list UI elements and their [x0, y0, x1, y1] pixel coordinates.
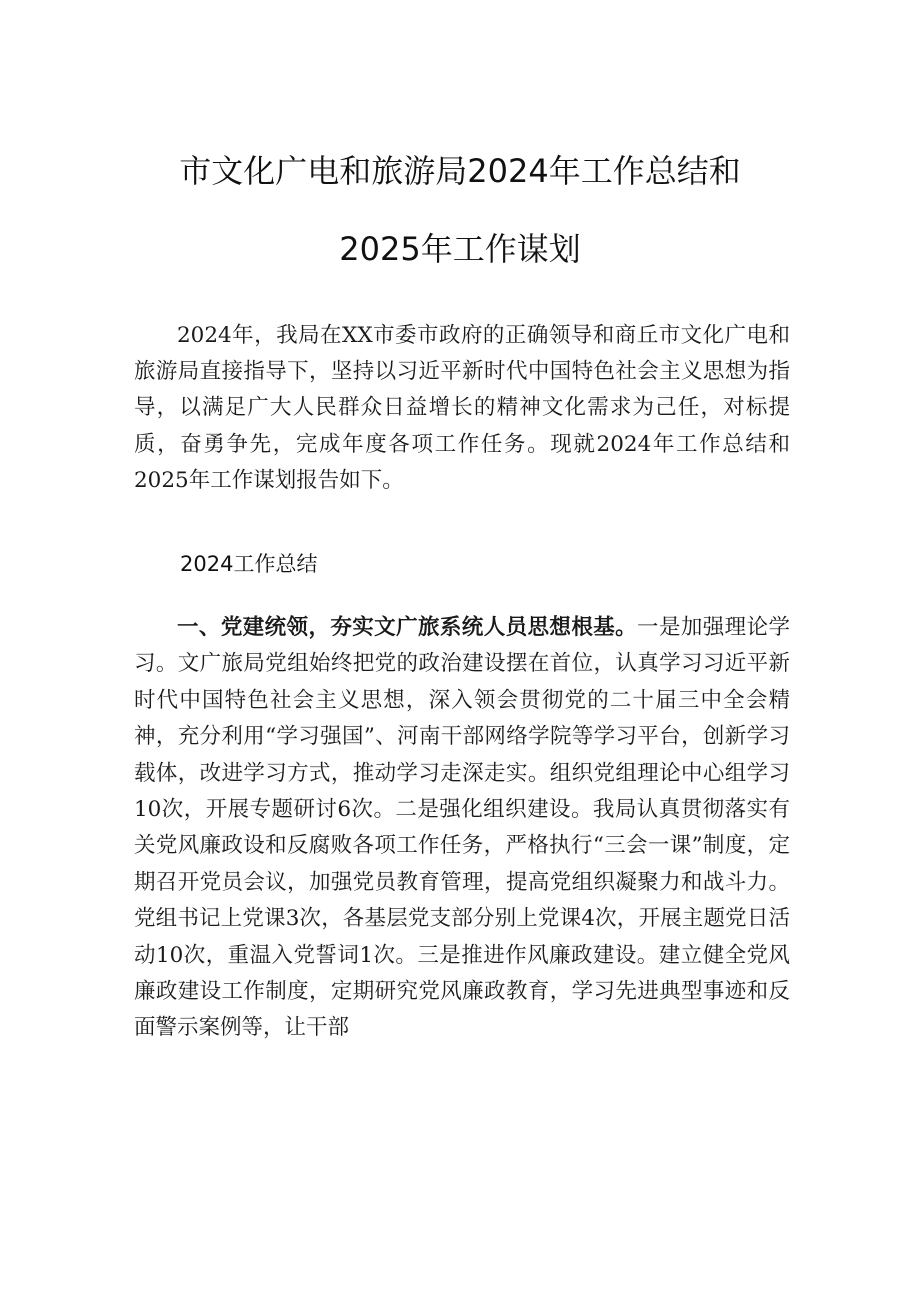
section-1-paragraph: [134, 610, 790, 1047]
section-1-lead: 一、党建统领，夯实文广旅系统人员思想根基。: [177, 615, 638, 640]
section-heading: 2024工作总结: [180, 552, 318, 576]
document-title-line-2: 2025年工作谋划: [339, 230, 581, 268]
intro-paragraph: 2024年，我局在XX市委市政府的正确领导和商丘市文化广电和旅游局直接指导下，坚持以习近平新时代中国特色社会主义思想为指导，以满足广大人民群众日益增长的精神文化需求为己任，对标提质，奋勇争先，完成年度各项工作任务。现就2024年工作总结和2025年工作谋划报告如下。: [134, 323, 790, 493]
section-1-body: 一是加强理论学习。文广旅局党组始终把党的政治建设摆在首位，认真学习习近平新时代中国特色社会主义思想，深入领会贯彻党的二十届三中全会精神，充分利用“学习强国”、河南干部网络学院等学习平台，创新学习载体，改进学习方式，推动学习走深走实。组织党组理论中心组学习10次，开展专题研讨6次。二是强化组织建设。我局认真贯彻落实有关党风廉政设和反腐败各项工作任务，严格执行“三会一课”制度，定期召开党员会议，加强党员教育管理，提高党组织凝聚力和战斗力。党组书记上党课3次，各基层党支部分别上党课4次，开展主题党日活动10次，重温入党誓词1次。三是推进作风廉政建设。建立健全党风廉政建设工作制度，定期研究党风廉政教育，学习先进典型事迹和反面警示案例等，让干部: [134, 615, 790, 1041]
document-title-line-1: 市文化广电和旅游局2024年工作总结和: [179, 152, 741, 190]
